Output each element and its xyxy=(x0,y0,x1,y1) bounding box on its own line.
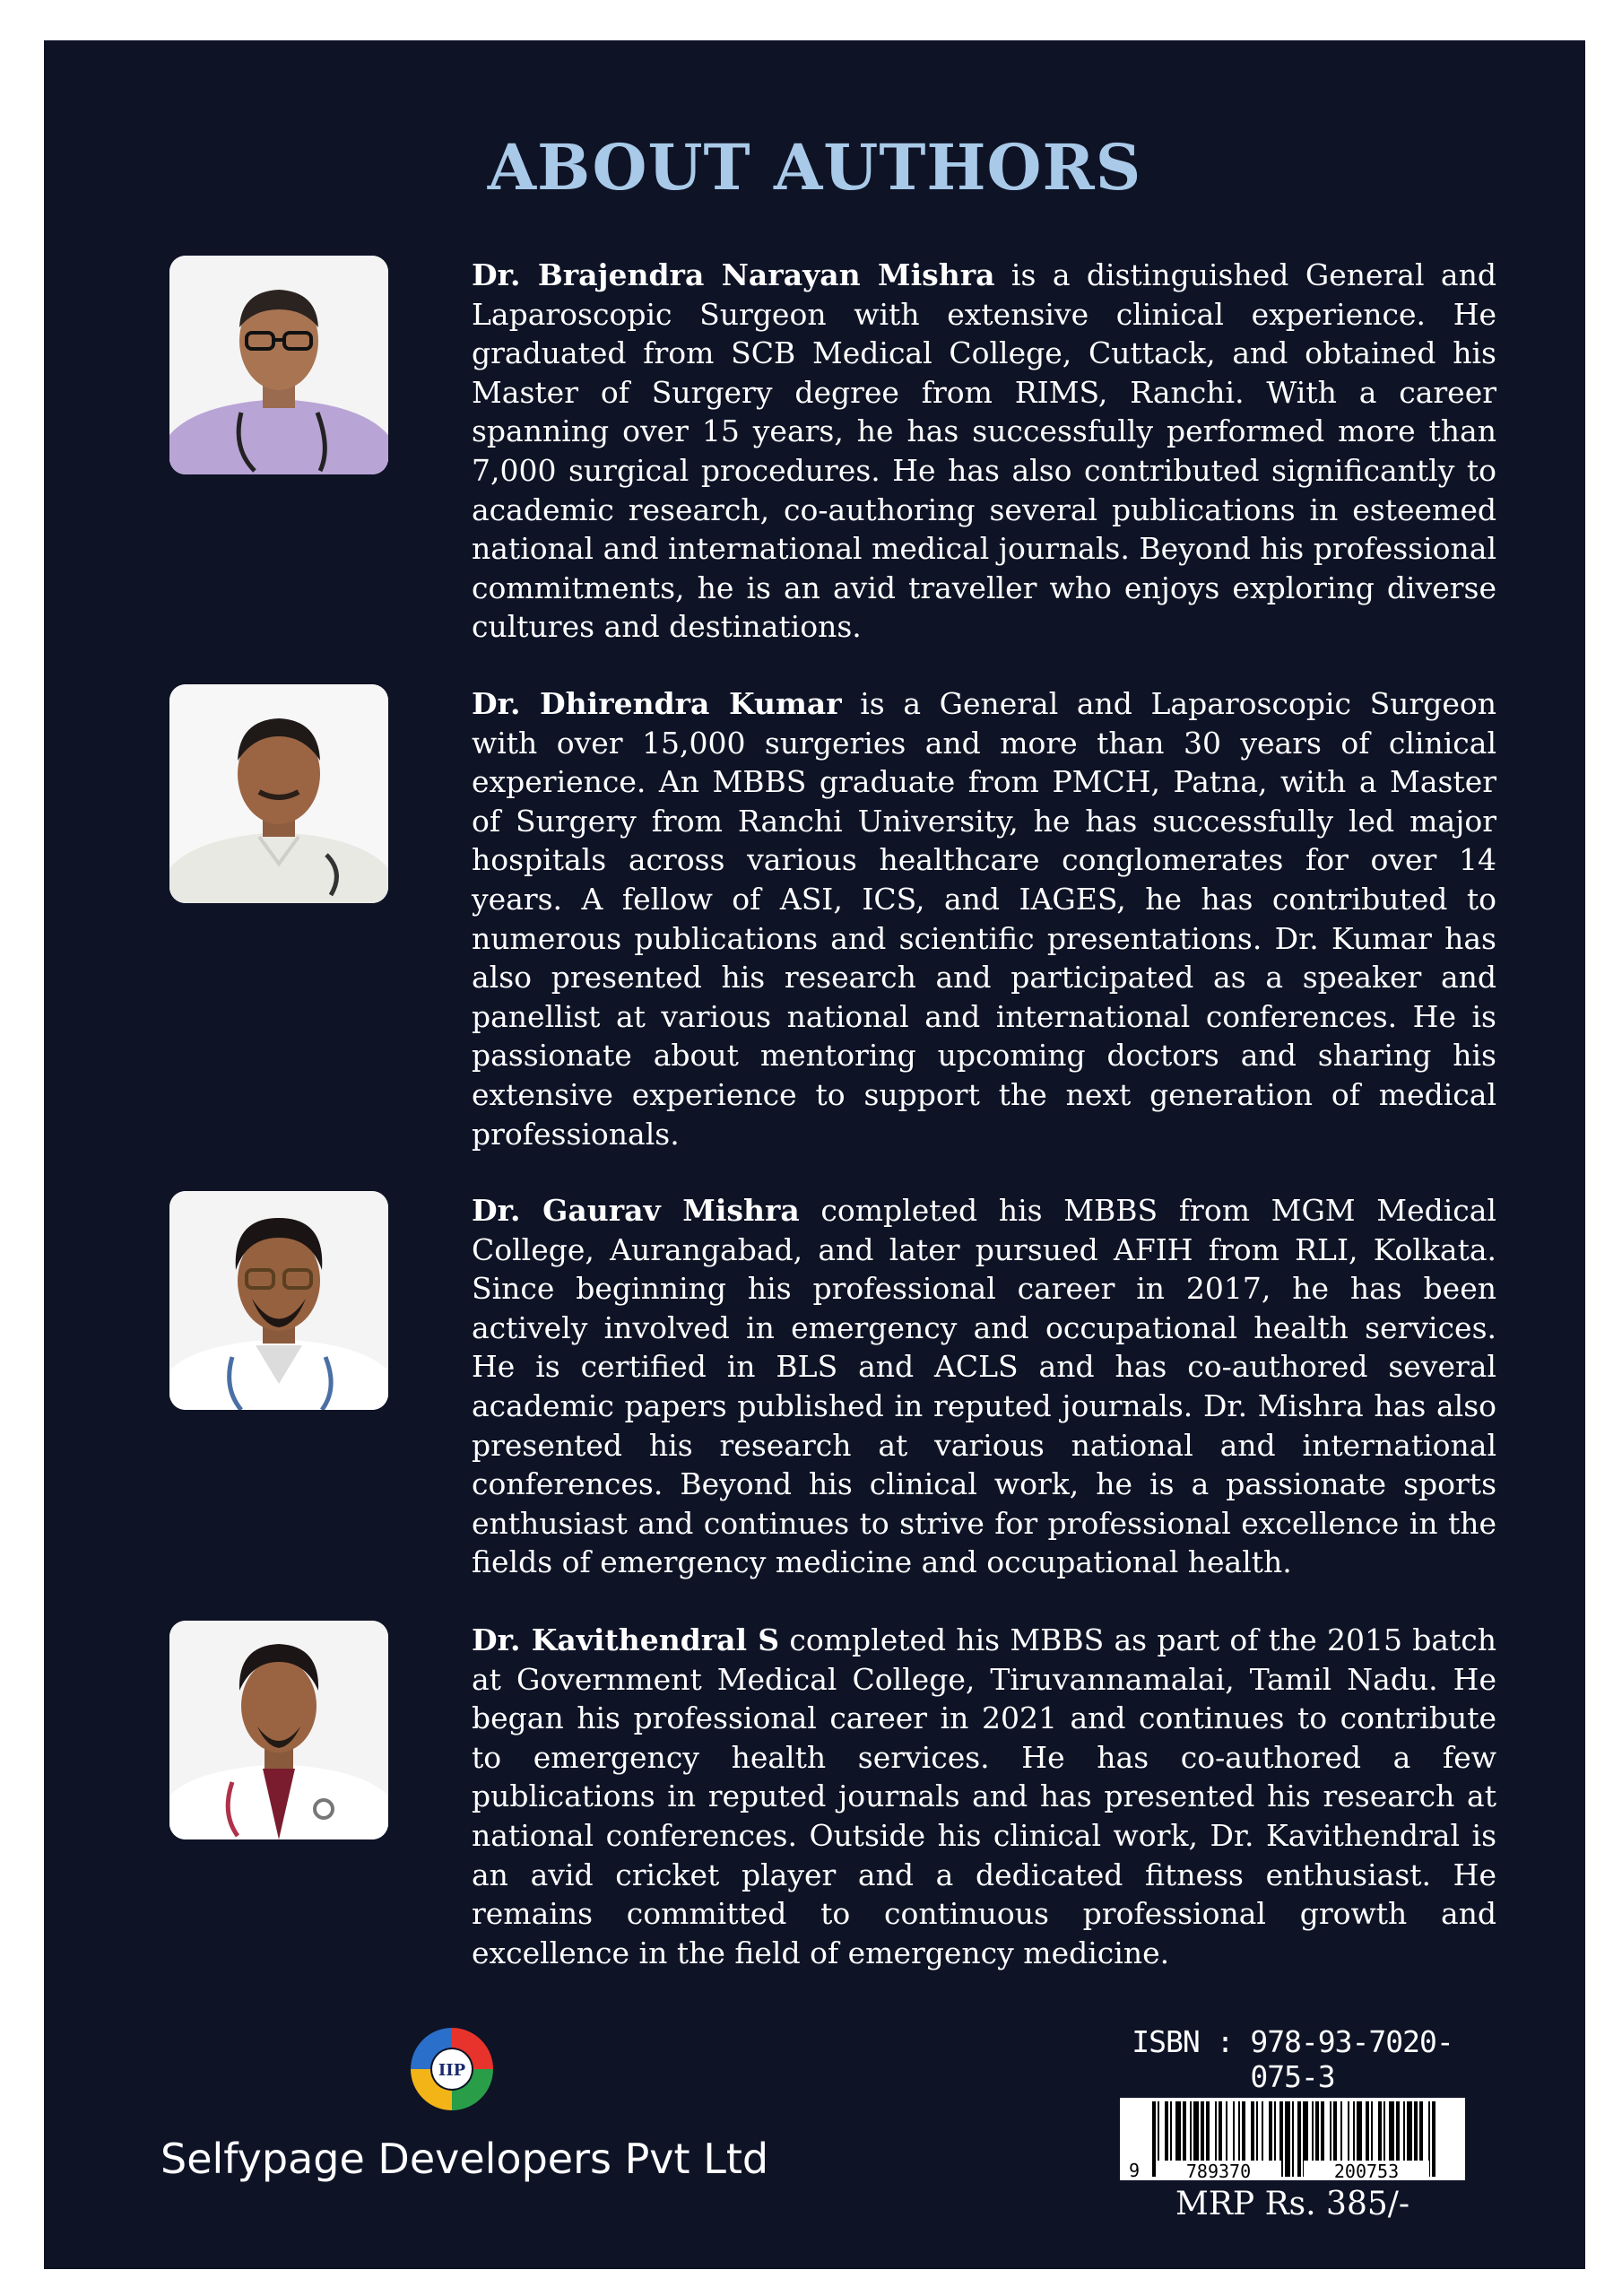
author-bio-text: completed his MBBS from MGM Medical College, Aurangabad, and later pursued AFIH from RLI, Kolkata. Since beginning his professional career in 2017, he has been actively involved in emergency and occupational health services. He is certified in BLS and ACLS and has co-authored several academic papers published in reputed journals. Dr. Mishra has also presented his research at various national and international conferences. Beyond his clinical work, he is a passionate sports enthusiast and continues to strive for professional excellence in the fields of emergency medicine and occupational health. xyxy=(472,1193,1496,1580)
page-title: ABOUT AUTHORS xyxy=(487,130,1142,204)
author-photo xyxy=(169,684,388,903)
barcode-right-digits: 200753 xyxy=(1333,2161,1400,2180)
author-bio-text: is a distinguished General and Laparoscopic Surgeon with extensive clinical experience. He graduated from SCB Medical College, Cuttack, and obtained his Master of Surgery degree from RIMS, Ranchi. With a career spanning over 15 years, he has successfully performed more than 7,000 surgical procedures. He has also contributed significantly to academic research, co-authoring several publications in esteemed national and international medical journals. Beyond his professional commitments, he is an avid traveller who enjoys exploring diverse cultures and destinations. xyxy=(472,257,1496,645)
barcode-bar xyxy=(1297,2101,1301,2177)
price-label: MRP Rs. 385/- xyxy=(1175,2186,1410,2222)
barcode-bar xyxy=(1432,2101,1436,2177)
author-bio xyxy=(472,256,1496,647)
barcode-bar xyxy=(1152,2101,1156,2177)
author-portrait-icon xyxy=(169,256,388,474)
author-bio-text: completed his MBBS as part of the 2015 batch at Government Medical College, Tiruvannamalai, Tamil Nadu. He began his professional career in 2021 and continues to contribute to emergency health services. He has co-authored a few publications in reputed journals and has presented his research at national conferences. Outside his clinical work, Dr. Kavithendral is an avid cricket player and a dedicated fitness enthusiast. He remains committed to continuous professional growth and excellence in the field of emergency medicine. xyxy=(472,1622,1496,1970)
isbn-label: ISBN : 978-93-7020-075-3 xyxy=(1132,2024,1453,2094)
author-photo xyxy=(169,1191,388,1410)
author-portrait-icon xyxy=(169,1191,388,1410)
author-portrait-icon xyxy=(169,684,388,903)
author-name: Dr. Dhirendra Kumar xyxy=(472,686,842,721)
isbn-block xyxy=(1120,2024,1465,2222)
author-bio-text: is a General and Laparoscopic Surgeon with over 15,000 surgeries and more than 30 years of clinical experience. An MBBS graduate from PMCH, Patna, with a Master of Surgery from Ranchi University, he has successfully led major hospitals across various healthcare conglomerates for over 14 years. A fellow of ASI, ICS, and IAGES, he has contributed to numerous publications and scientific presentations. Dr. Kumar has also presented his research and participated as a speaker and panellist at various national and international conferences. He is passionate about mentoring upcoming doctors and sharing his extensive experience to support the next generation of medical professionals. xyxy=(472,686,1496,1152)
barcode-left-digits: 789370 xyxy=(1185,2161,1252,2180)
publisher-logo-icon xyxy=(407,2024,497,2114)
author-bio xyxy=(472,684,1496,1153)
author-bio xyxy=(472,1621,1496,1972)
publisher-name: Selfypage Developers Pvt Ltd xyxy=(160,2135,769,2183)
author-portrait-icon xyxy=(169,1621,388,1839)
logo-text: IIP xyxy=(438,2061,466,2080)
barcode-icon xyxy=(1120,2098,1465,2180)
publisher-logo xyxy=(407,2024,497,2114)
book-back-cover xyxy=(44,40,1585,2269)
author-photo xyxy=(169,1621,388,1839)
barcode-lead-digit: 9 xyxy=(1129,2160,1141,2180)
author-name: Dr. Gaurav Mishra xyxy=(472,1193,800,1228)
author-photo xyxy=(169,256,388,474)
barcode-bar xyxy=(1285,2101,1290,2177)
author-bio xyxy=(472,1191,1496,1582)
author-name: Dr. Kavithendral S xyxy=(472,1622,780,1657)
barcode-bar xyxy=(1292,2101,1294,2177)
author-name: Dr. Brajendra Narayan Mishra xyxy=(472,257,995,292)
